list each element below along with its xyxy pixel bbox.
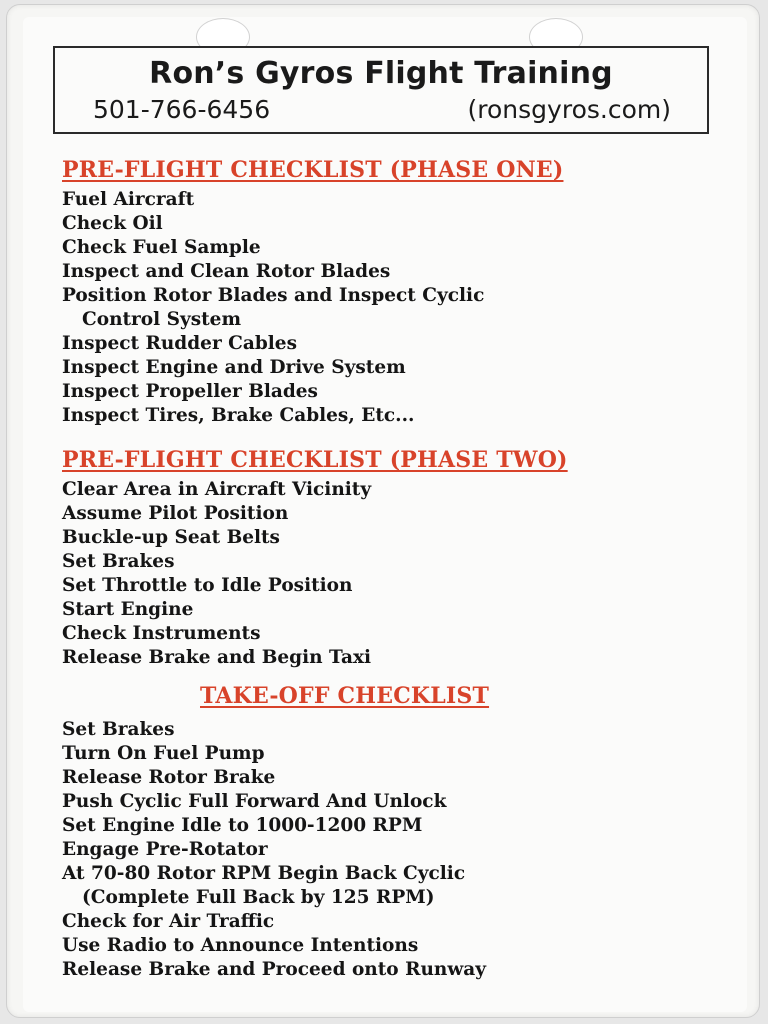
checklist-item: Set Brakes xyxy=(62,551,175,572)
checklist-item: Check Fuel Sample xyxy=(62,237,261,258)
checklist-item-continuation: Control System xyxy=(82,309,242,330)
checklist-phase-two xyxy=(62,478,371,670)
checklist-item: Fuel Aircraft xyxy=(62,189,195,210)
checklist-item: Start Engine xyxy=(62,599,194,620)
checklist-item: Inspect Rudder Cables xyxy=(62,333,297,354)
header-title: Ron’s Gyros Flight Training xyxy=(149,56,613,91)
checklist-item: Push Cyclic Full Forward And Unlock xyxy=(62,791,447,812)
checklist-item: Set Engine Idle to 1000-1200 RPM xyxy=(62,815,423,836)
checklist-item: Assume Pilot Position xyxy=(62,503,289,524)
checklist-item: Turn On Fuel Pump xyxy=(62,743,265,764)
checklist-item-continuation: (Complete Full Back by 125 RPM) xyxy=(82,887,435,908)
checklist-item: Set Throttle to Idle Position xyxy=(62,575,353,596)
checklist-item: Inspect and Clean Rotor Blades xyxy=(62,261,391,282)
checklist-item: Check Instruments xyxy=(62,623,261,644)
header-box xyxy=(53,46,709,134)
checklist-item: Inspect Propeller Blades xyxy=(62,381,318,402)
section-title-phase-one: PRE-FLIGHT CHECKLIST (PHASE ONE) xyxy=(62,157,564,183)
checklist-item: Position Rotor Blades and Inspect Cyclic xyxy=(62,285,485,306)
checklist-item: Inspect Tires, Brake Cables, Etc... xyxy=(62,405,415,426)
checklist-item: Check for Air Traffic xyxy=(62,911,275,932)
checklist-item: Clear Area in Aircraft Vicinity xyxy=(62,479,372,500)
checklist-item: Release Brake and Proceed onto Runway xyxy=(62,959,487,980)
checklist-item: Buckle-up Seat Belts xyxy=(62,527,280,548)
checklist-item: At 70-80 Rotor RPM Begin Back Cyclic xyxy=(62,863,466,884)
checklist-item: Use Radio to Announce Intentions xyxy=(62,935,419,956)
checklist-item: Release Brake and Begin Taxi xyxy=(62,647,372,668)
header-phone: 501-766-6456 xyxy=(93,95,271,124)
header-website: (ronsgyros.com) xyxy=(467,95,671,124)
checklist-item: Inspect Engine and Drive System xyxy=(62,357,406,378)
checklist-item: Release Rotor Brake xyxy=(62,767,276,788)
section-title-take-off: TAKE-OFF CHECKLIST xyxy=(200,683,490,709)
section-title-phase-two: PRE-FLIGHT CHECKLIST (PHASE TWO) xyxy=(62,447,568,473)
checklist-take-off xyxy=(62,718,486,982)
checklist-phase-one xyxy=(62,188,484,428)
checklist-item: Set Brakes xyxy=(62,719,175,740)
checklist-item: Engage Pre-Rotator xyxy=(62,839,268,860)
checklist-item: Check Oil xyxy=(62,213,163,234)
